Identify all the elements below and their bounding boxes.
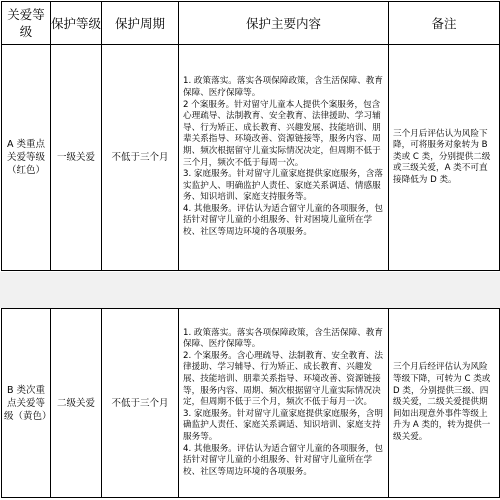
period-cell: 不低于三个月 <box>102 309 179 498</box>
content-item: 1. 政策落实。落实各项保障政策，含生活保障、教育保障、医疗保障等。 <box>183 76 383 98</box>
table-row <box>2 309 500 498</box>
table-row <box>2 45 500 271</box>
header-note: 备注 <box>389 2 500 45</box>
protect-level-cell: 二级关爱 <box>51 309 102 498</box>
content-item: 4. 其他服务。评估认为适合留守儿童的各项服务，包括针对留守儿童的小组服务、针对困境儿童所在学校、社区等周边环境的各项服务。 <box>183 203 383 238</box>
header-protect-level: 保护等级 <box>51 2 102 45</box>
content-item: 2. 个案服务。含心理疏导、法制教育、安全教育、法律援助、学习辅导、行为矫正、成长教育、兴趣发展、技能培训、朋辈关系指导、环境改善、资源链接等，服务内容、周期、频次根据留守儿童实际情况决定，但周期不低于三个月，频次不低于每月一次。 <box>183 350 383 408</box>
period-cell: 不低于三个月 <box>102 45 179 271</box>
care-level-table-part2 <box>1 308 500 498</box>
header-period: 保护周期 <box>102 2 179 45</box>
page-break-gap <box>0 272 500 308</box>
header-content: 保护主要内容 <box>179 2 389 45</box>
note-cell: 三个月后经评估认为风险等级下降，可转为 C 类或 D 类，分别提供三级、四级关爱，二级关爱提供期间如出现意外事件等级上升为 A 类的，转为提供一级关爱。 <box>389 309 500 498</box>
protect-level-cell: 一级关爱 <box>51 45 102 271</box>
content-cell <box>179 309 389 498</box>
table-header-row <box>2 2 500 45</box>
content-item: 3. 家庭服务。针对留守儿童家庭提供家庭服务，含落实监护人、明确监护人责任、家庭关系调适、情感服务、知识培训、家庭支持服务等。 <box>183 169 383 203</box>
content-cell <box>179 45 389 271</box>
content-item: 3. 家庭服务。针对留守儿童家庭提供家庭服务，含明确监护人责任、家庭关系调适、知识培训、家庭支持服务等。 <box>183 408 383 442</box>
content-item: 2 个案服务。针对留守儿童本人提供个案服务，包含心理疏导、法制教育、安全教育、法律援助、学习辅导、行为矫正、成长教育、兴趣发展、技能培训、朋辈关系指导、环境改善、资源链接等，服务内容、周期、频次根据留守儿童实际情况决定，但周期不低于三个月，频次不低于每周一次。 <box>183 99 381 168</box>
level-cell: A 类重点关爱等级（红色） <box>2 45 51 271</box>
content-item: 4. 其他服务。评估认为适合留守儿童的各项服务，包括针对留守儿童的小组服务、针对留守儿童所在学校、社区等周边环境的各项服务。 <box>183 443 383 477</box>
content-item: 1. 政策落实。落实各项保障政策，含生活保障、教育保障、医疗保障等。 <box>183 327 383 350</box>
care-level-table-part1 <box>1 1 500 271</box>
level-cell: B 类次重点关爱等级（黄色） <box>2 309 51 498</box>
note-cell: 三个月后评估认为风险下降，可将服务对象转为 B 类或 C 类，分别提供二级或三级关爱，A 类不可直接降低为 D 类。 <box>389 45 500 271</box>
header-level: 关爱等级 <box>2 2 51 45</box>
